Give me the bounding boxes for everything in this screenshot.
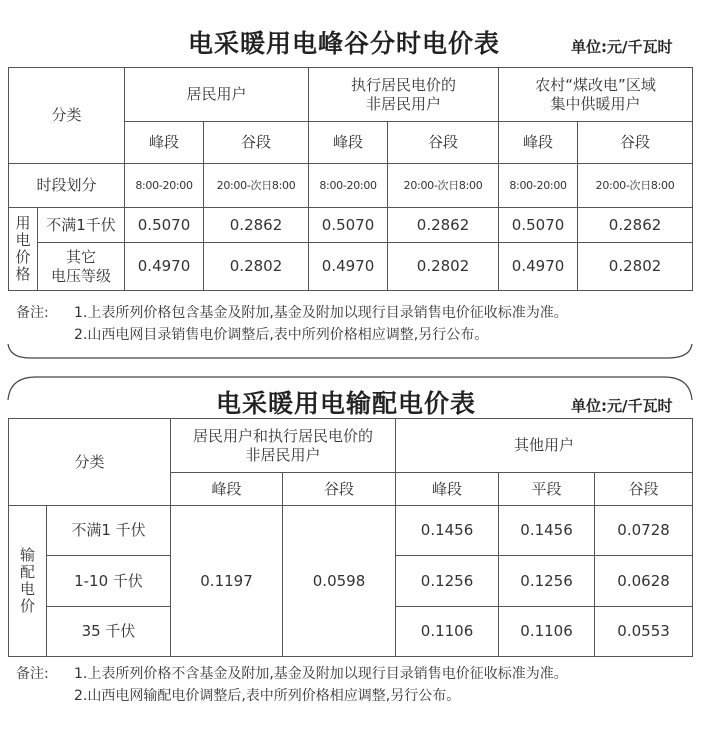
price-label: 用电价格 [9, 208, 38, 291]
valley-header: 谷段 [595, 473, 693, 506]
note-item: 1.上表所列价格包含基金及附加,基金及附加以现行目录销售电价征收标准为准。 [74, 305, 568, 321]
note-item: 2.山西电网输配电价调整后,表中所列价格相应调整,另行公布。 [74, 688, 461, 704]
valley-header: 谷段 [578, 122, 693, 164]
row-label: 其它 电压等级 [38, 243, 125, 291]
flat-header: 平段 [499, 473, 595, 506]
row-label: 不满1 千伏 [47, 506, 171, 556]
peak-header: 峰段 [309, 122, 388, 164]
group-rural-heating: 农村“煤改电”区域 集中供暖用户 [499, 68, 693, 122]
resident-valley-price: 0.0598 [283, 506, 396, 657]
notes-label: 备注: [16, 666, 49, 682]
price-cell: 0.2862 [204, 208, 309, 243]
price-cell: 0.1256 [499, 556, 595, 607]
price-cell: 0.0728 [595, 506, 693, 556]
price-cell: 0.5070 [499, 208, 578, 243]
price-cell: 0.1256 [396, 556, 499, 607]
time-valley: 20:00-次日8:00 [204, 164, 309, 208]
transmission-price-table [8, 418, 693, 657]
note-item: 2.山西电网目录销售电价调整后,表中所列价格相应调整,另行公布。 [74, 327, 489, 343]
row-label: 1-10 千伏 [47, 556, 171, 607]
price-cell: 0.2802 [578, 243, 693, 291]
group-other-users: 其他用户 [396, 419, 693, 473]
table2-notes [16, 663, 568, 707]
category-header: 分类 [9, 419, 171, 506]
row-label: 35 千伏 [47, 607, 171, 657]
time-period-label: 时段划分 [9, 164, 125, 208]
price-cell: 0.1106 [499, 607, 595, 657]
price-cell: 0.5070 [309, 208, 388, 243]
time-peak: 8:00-20:00 [309, 164, 388, 208]
table2-unit: 单位:元/千瓦时 [571, 397, 673, 415]
category-header: 分类 [9, 68, 125, 164]
resident-peak-price: 0.1197 [171, 506, 283, 657]
price-cell: 0.2862 [388, 208, 499, 243]
peak-valley-price-table [8, 67, 693, 291]
price-cell: 0.4970 [499, 243, 578, 291]
price-cell: 0.1106 [396, 607, 499, 657]
table1-unit: 单位:元/千瓦时 [571, 38, 673, 56]
valley-header: 谷段 [204, 122, 309, 164]
price-cell: 0.1456 [499, 506, 595, 556]
time-valley: 20:00-次日8:00 [388, 164, 499, 208]
time-peak: 8:00-20:00 [125, 164, 204, 208]
peak-header: 峰段 [171, 473, 283, 506]
price-cell: 0.2802 [388, 243, 499, 291]
time-valley: 20:00-次日8:00 [578, 164, 693, 208]
price-label: 输配电价 [9, 506, 47, 657]
group-resident-nonresident: 居民用户和执行居民电价的 非居民用户 [171, 419, 396, 473]
price-cell: 0.0628 [595, 556, 693, 607]
price-cell: 0.2862 [578, 208, 693, 243]
price-cell: 0.4970 [309, 243, 388, 291]
valley-header: 谷段 [388, 122, 499, 164]
peak-header: 峰段 [125, 122, 204, 164]
group-nonresident: 执行居民电价的 非居民用户 [309, 68, 499, 122]
price-cell: 0.1456 [396, 506, 499, 556]
notes-label: 备注: [16, 305, 49, 321]
price-cell: 0.0553 [595, 607, 693, 657]
time-peak: 8:00-20:00 [499, 164, 578, 208]
table2-title: 电采暖用电输配电价表 [216, 389, 477, 418]
price-cell: 0.4970 [125, 243, 204, 291]
peak-header: 峰段 [499, 122, 578, 164]
table1-title: 电采暖用电峰谷分时电价表 [188, 29, 501, 58]
group-resident: 居民用户 [125, 68, 309, 122]
price-cell: 0.2802 [204, 243, 309, 291]
valley-header: 谷段 [283, 473, 396, 506]
peak-header: 峰段 [396, 473, 499, 506]
note-item: 1.上表所列价格不含基金及附加,基金及附加以现行目录销售电价征收标准为准。 [74, 666, 568, 682]
row-label: 不满1千伏 [38, 208, 125, 243]
price-cell: 0.5070 [125, 208, 204, 243]
